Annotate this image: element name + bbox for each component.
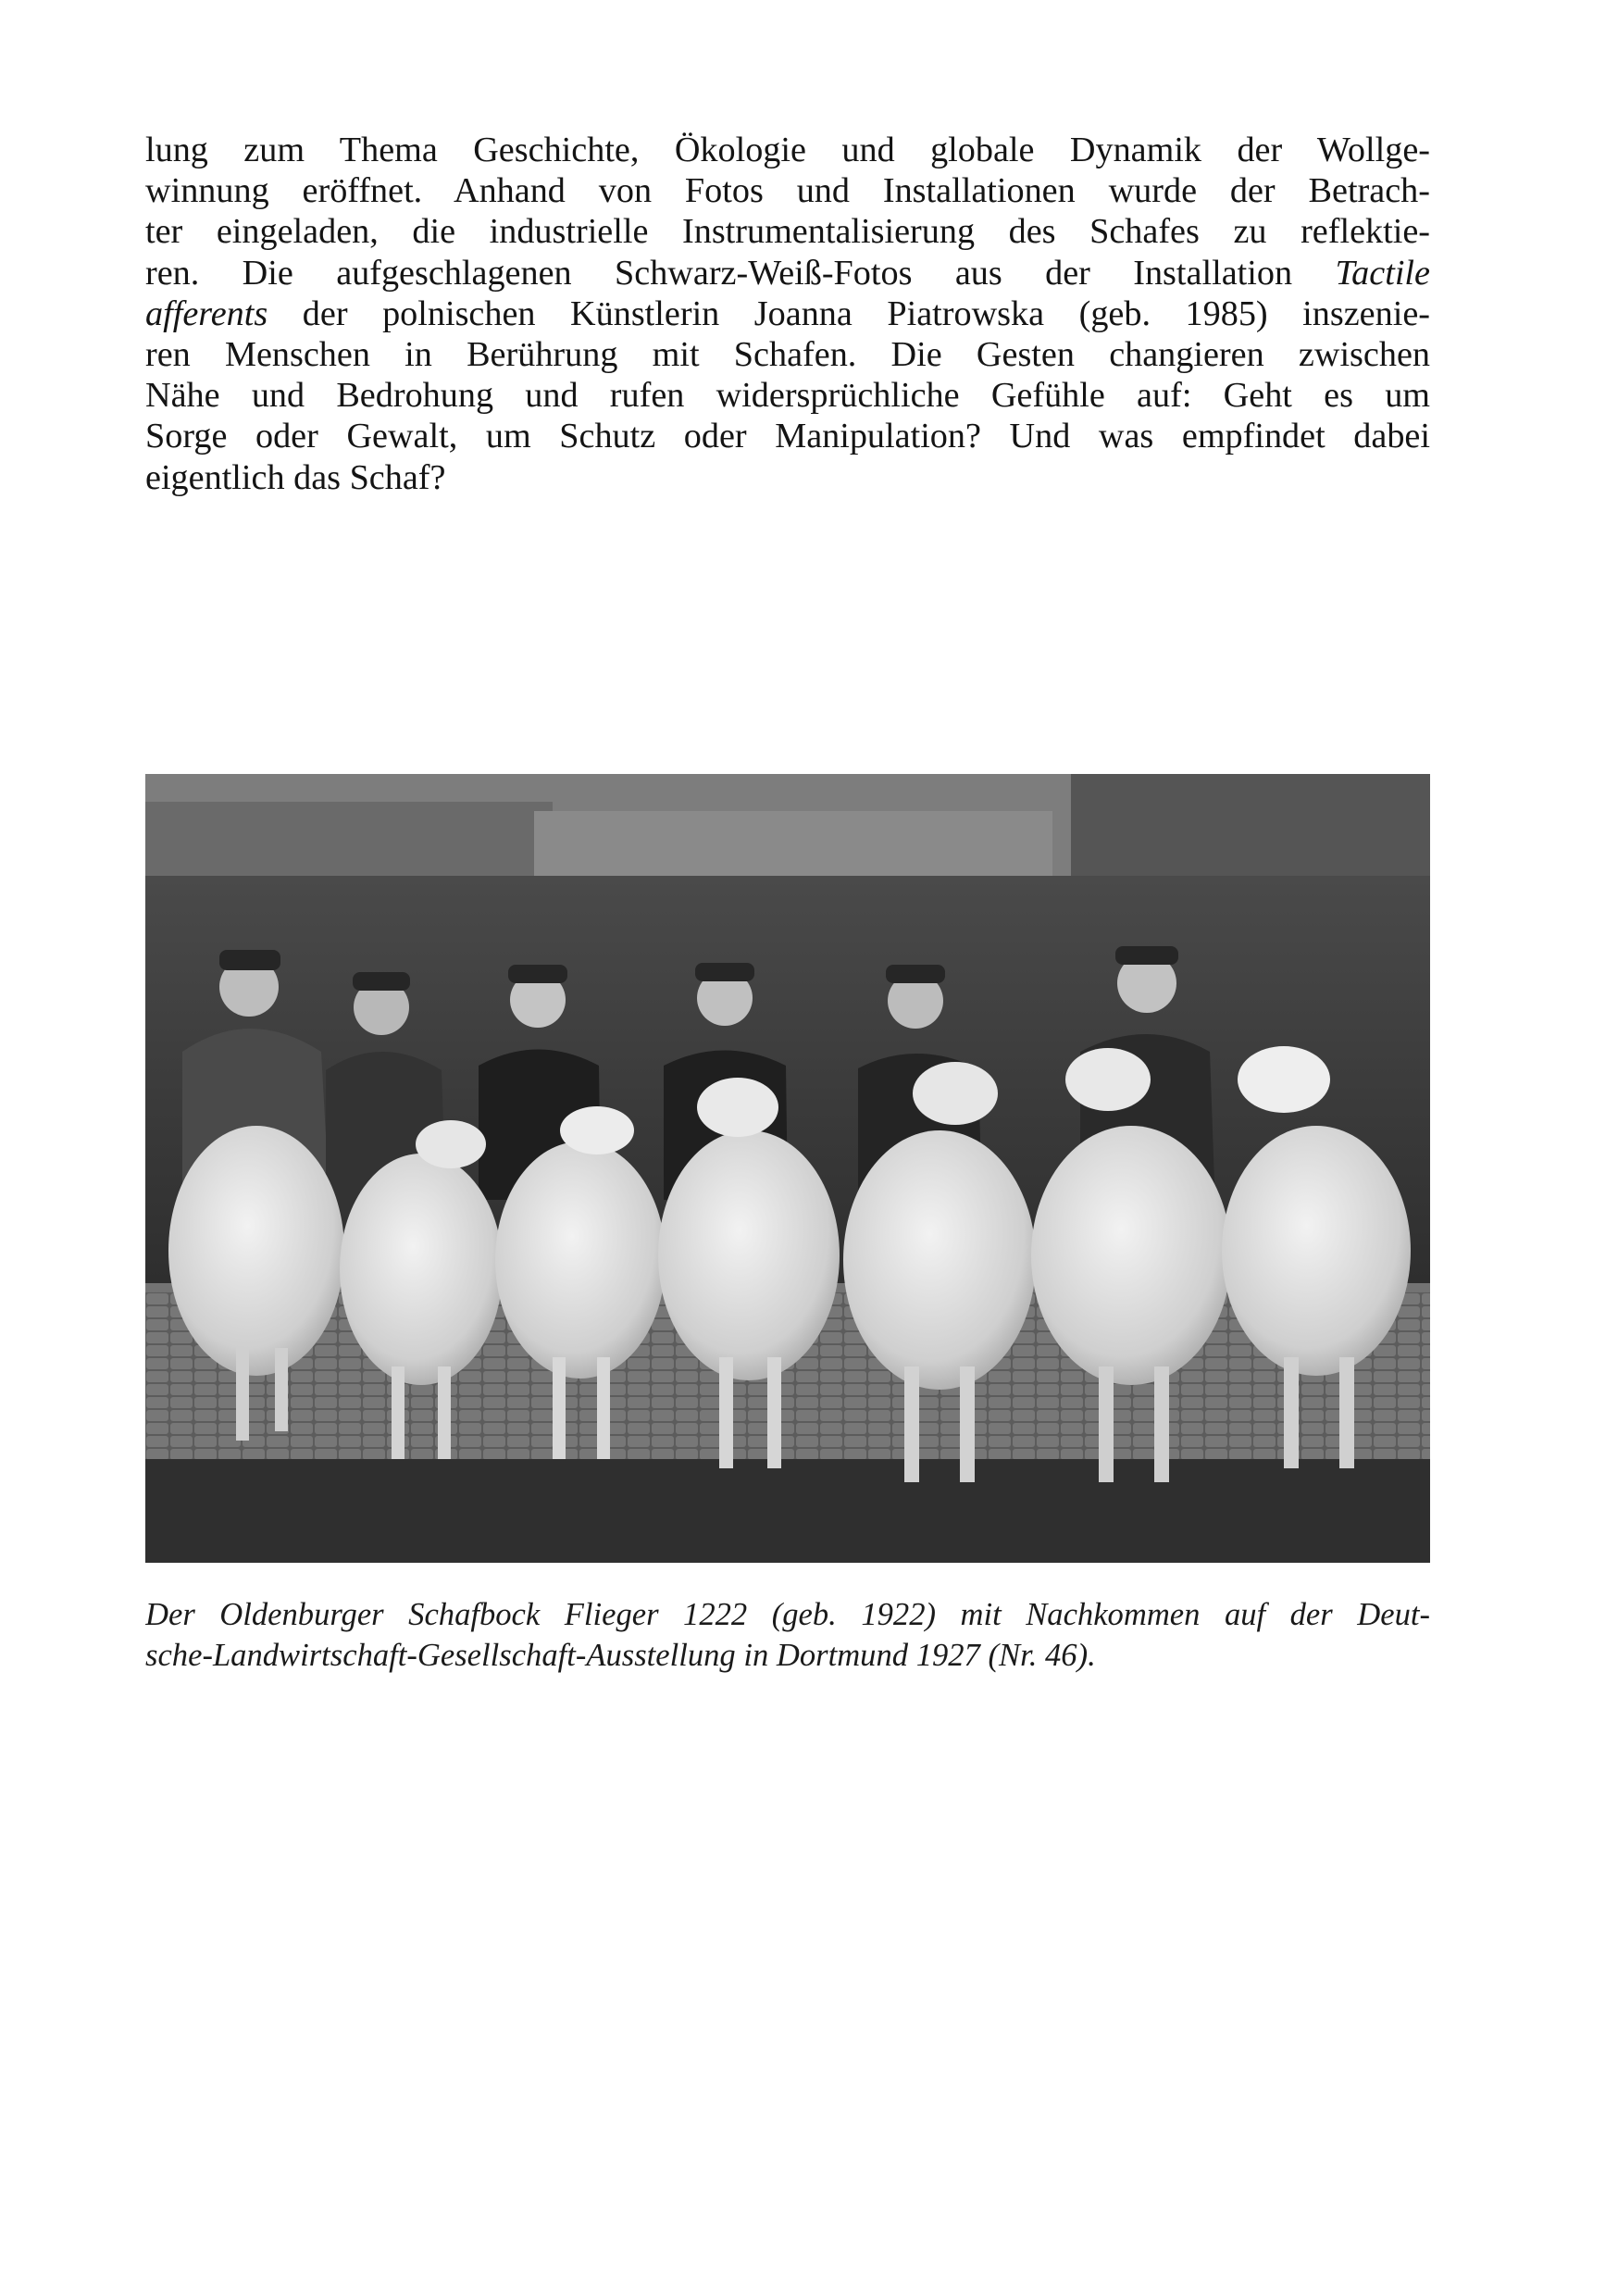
text-line: [145, 253, 1430, 293]
text-line: [145, 293, 1430, 334]
body-paragraph: [145, 130, 1430, 498]
caption-line: Der Oldenburger Schafbock Flieger 1222 (geb. 1922) mit Nachkommen auf der Deut-: [145, 1597, 1430, 1632]
foreground-grass: [145, 1459, 1430, 1563]
text-line: Nähe und Bedrohung und rufen widersprüchliche Gefühle auf: Geht es um: [145, 376, 1430, 416]
italic-title-part2: afferents: [145, 293, 268, 333]
photo-caption: [145, 1594, 1430, 1676]
text-line: ter eingeladen, die industrielle Instrumentalisierung des Schafes zu reflektie-: [145, 212, 1430, 252]
caption-line: sche-Landwirtschaft-Gesellschaft-Ausstellung in Dortmund 1927 (Nr. 46).: [145, 1638, 1096, 1673]
text-line: eigentlich das Schaf?: [145, 457, 446, 497]
text-line: lung zum Thema Geschichte, Ökologie und globale Dynamik der Wollge-: [145, 131, 1430, 169]
text-run: der polnischen Künstlerin Joanna Piatrowska (geb. 1985) inszenie-: [302, 293, 1430, 333]
text-line: ren Menschen in Berührung mit Schafen. Die Gesten changieren zwischen: [145, 334, 1430, 374]
text-run: ren. Die aufgeschlagenen Schwarz-Weiß-Fotos aus der Installation: [145, 253, 1293, 293]
italic-title-part1: Tactile: [1335, 253, 1430, 293]
sheep-photo-illustration: [145, 774, 1430, 1563]
text-line: Sorge oder Gewalt, um Schutz oder Manipulation? Und was empfindet dabei: [145, 417, 1430, 456]
text-line: winnung eröffnet. Anhand von Fotos und Installationen wurde der Betrach-: [145, 171, 1430, 211]
historical-photo: [145, 774, 1430, 1563]
